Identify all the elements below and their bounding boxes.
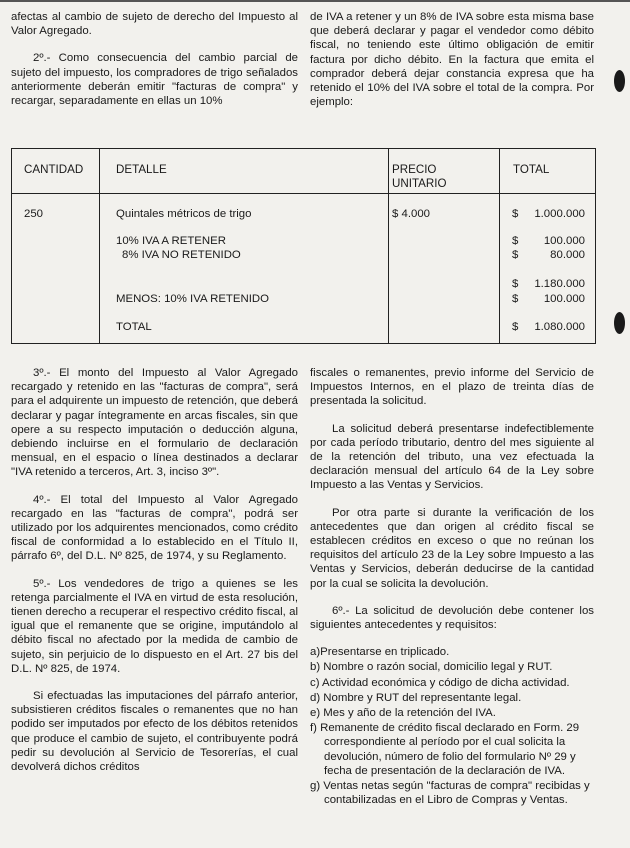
header-precio: PRECIO xyxy=(392,163,437,176)
table-divider xyxy=(99,149,100,343)
precio-cell: $ 4.000 xyxy=(392,208,431,220)
detalle-cell: TOTAL xyxy=(116,321,152,333)
total-currency: $ xyxy=(512,278,519,290)
paragraph: Por otra parte si durante la verificación de los antecedentes que dan origen al crédito fiscal se establecen créditos en exceso o que no reúnan los requisitos del artículo 23 de la Ley sobre Impuesto a las Ventas y Servicios, deberán deducirse de la cantidad por la cual se solicita la devolución. xyxy=(310,506,594,590)
header-detalle: DETALLE xyxy=(116,163,167,176)
paragraph: de IVA a retener y un 8% de IVA sobre esta misma base que deberá declarar y pagar el vendedor como débito fiscal, no teniendo este último obligación de emitir factura por dicho débito. En la factura que emita el comprador deberá dejar constancia expresa que ha retenido el 10% del IVA sobre el total de la compra. Por ejemplo: xyxy=(310,11,594,109)
total-currency: $ xyxy=(512,235,519,247)
paragraph: 5º.- Los vendedores de trigo a quienes se les retenga parcialmente el IVA en virtud de esta resolución, tienen derecho a recuperar el respectivo crédito fiscal, al igual que el remanente que se origine, imputándolo al débito fiscal no afectado por la medida de cambio de sujeto, sin perjuicio de lo dispuesto en el Art. 27 bis del D.L. Nº 825, de 1974. xyxy=(11,577,298,675)
paragraph: 6º.- La solicitud de devolución debe contener los siguientes antecedentes y requisitos: xyxy=(310,604,594,632)
list-item: g) Ventas netas según "facturas de compra" recibidas y contabilizadas en el Libro de Compras y Ventas. xyxy=(310,780,590,807)
list-item: f) Remanente de crédito fiscal declarado en Form. 29 correspondiente al período por el cual solicita la devolución, número de folio del formulario Nº 29 y fecha de presentación de la declaración de IVA. xyxy=(310,722,580,777)
punch-hole xyxy=(614,312,625,334)
total-cell: 1.180.000 xyxy=(534,278,585,290)
column-bottom-right xyxy=(310,366,594,808)
example-table xyxy=(11,148,596,344)
total-cell: 1.080.000 xyxy=(534,321,585,333)
total-currency: $ xyxy=(512,293,519,305)
table-divider xyxy=(388,149,389,343)
table-header-divider xyxy=(12,193,595,194)
paragraph: La solicitud deberá presentarse indefectiblemente por cada período tributario, dentro del mes siguiente al de la retención del tributo, una vez efectuada la declaración mensual del artículo 64 de la Ley sobre Impuesto a las Ventas y Servicios. xyxy=(310,422,594,492)
paragraph: Si efectuadas las imputaciones del párrafo anterior, subsistieren créditos fiscales o remanentes que no han podido ser imputados por efecto de los débitos retenidos que produce el cambio de sujeto, el contribuyente podrá pedir su devolución al Servicio de Tesorerías, el cual devolverá dichos créditos xyxy=(11,690,298,774)
detalle-cell: Quintales métricos de trigo xyxy=(116,208,252,220)
list-item: c) Actividad económica y código de dicha actividad. xyxy=(310,676,570,689)
paragraph: fiscales o remanentes, previo informe del Servicio de Impuestos Internos, en el plazo de treinta días de presentada la solicitud. xyxy=(310,367,594,408)
header-total: TOTAL xyxy=(513,163,550,176)
total-currency: $ xyxy=(512,321,519,333)
column-bottom-left xyxy=(11,366,298,787)
list-item: a)Presentarse en triplicado. xyxy=(310,646,450,659)
paragraph: 3º.- El monto del Impuesto al Valor Agregado recargado y retenido en las "facturas de compra", será para el adquirente un impuesto de retención, que deberá declarar y pagar íntegramente en arcas fiscales, sin que opere a su respecto imputación o deducción alguna, debiendo incluirse en el formulario de declaración mensual, en el espacio o línea destinados a declarar "IVA retenido a terceros, Art. 3, inciso 3º". xyxy=(11,367,298,479)
total-cell: 100.000 xyxy=(543,235,585,247)
detalle-cell: 10% IVA A RETENER xyxy=(116,235,226,247)
header-unitario: UNITARIO xyxy=(392,177,447,190)
header-cantidad: CANTIDAD xyxy=(24,163,84,176)
paragraph: 4º.- El total del Impuesto al Valor Agregado recargado en las "facturas de compra", podrá ser utilizado por los adquirentes mencionados, como crédito fiscal de conformidad a lo establecido en el Título II, párrafo 6º, del D.L. Nº 825, de 1974, y su Reglamento. xyxy=(11,493,298,563)
detalle-cell: MENOS: 10% IVA RETENIDO xyxy=(116,293,269,305)
total-cell: 80.000 xyxy=(550,249,585,261)
list-item: e) Mes y año de la retención del IVA. xyxy=(310,707,496,720)
total-currency: $ xyxy=(512,208,519,220)
list-item: b) Nombre o razón social, domicilio legal y RUT. xyxy=(310,661,553,674)
top-rule xyxy=(0,0,630,2)
column-top-left xyxy=(11,10,298,121)
column-top-right xyxy=(310,10,594,122)
detalle-cell: 8% IVA NO RETENIDO xyxy=(122,249,241,261)
total-cell: 1.000.000 xyxy=(534,208,585,220)
punch-hole xyxy=(614,70,625,92)
requirements-list xyxy=(310,645,594,807)
cantidad-value: 250 xyxy=(24,208,44,220)
total-cell: 100.000 xyxy=(543,293,585,305)
paragraph: 2º.- Como consecuencia del cambio parcial de sujeto del impuesto, los compradores de trigo señalados anteriormente deberán emitir "facturas de compra" y recargar, separadamente en ellas un 10% xyxy=(11,52,298,108)
list-item: d) Nombre y RUT del representante legal. xyxy=(310,691,522,704)
paragraph: afectas al cambio de sujeto de derecho del Impuesto al Valor Agregado. xyxy=(11,11,298,38)
total-currency: $ xyxy=(512,249,519,261)
table-divider xyxy=(499,149,500,343)
